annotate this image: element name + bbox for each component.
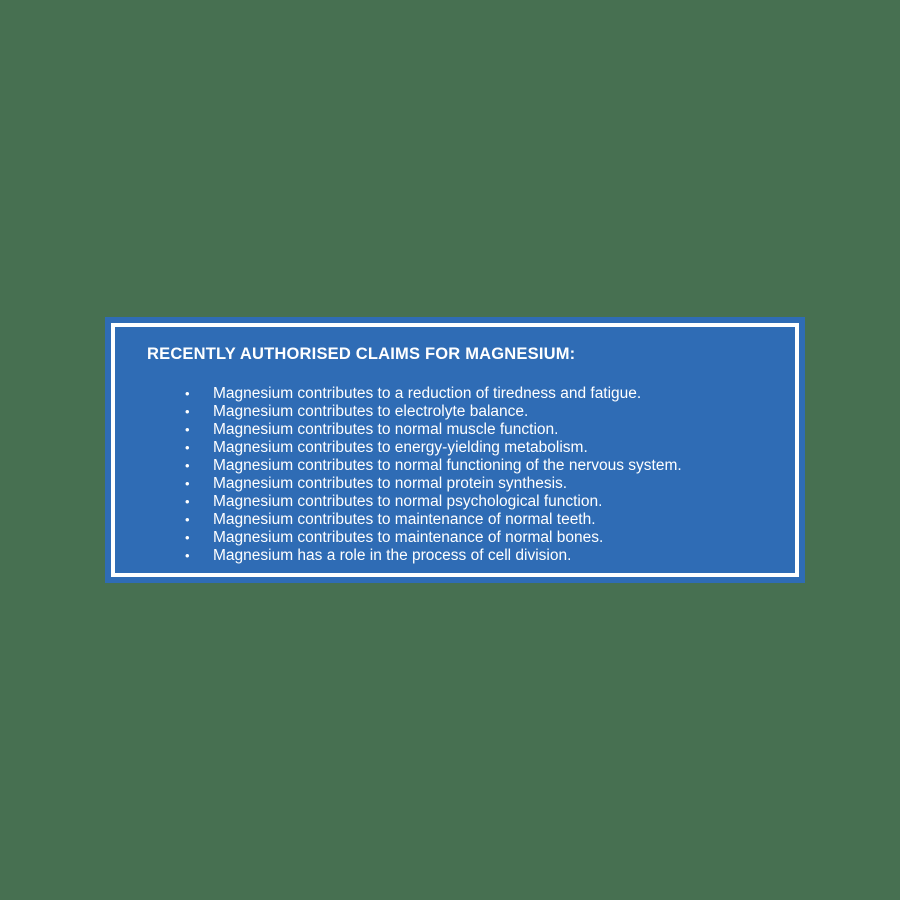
bullet-icon: •	[185, 440, 190, 456]
bullet-icon: •	[185, 476, 190, 492]
bullet-icon: •	[185, 548, 190, 564]
claims-list	[137, 385, 773, 565]
list-item	[185, 403, 773, 421]
list-item-label: Magnesium contributes to normal muscle function.	[213, 421, 559, 439]
list-item-label: Magnesium contributes to normal psychological function.	[213, 493, 603, 511]
list-item	[185, 529, 773, 547]
list-item-label: Magnesium contributes to maintenance of normal bones.	[213, 529, 604, 547]
list-item-label: Magnesium contributes to maintenance of normal teeth.	[213, 511, 596, 529]
list-item	[185, 421, 773, 439]
list-item	[185, 475, 773, 493]
bullet-icon: •	[185, 494, 190, 510]
list-item	[185, 511, 773, 529]
list-item	[185, 547, 773, 565]
list-item	[185, 493, 773, 511]
list-item	[185, 439, 773, 457]
list-item-label: Magnesium has a role in the process of cell division.	[213, 547, 572, 565]
bullet-icon: •	[185, 422, 190, 438]
bullet-icon: •	[185, 386, 190, 402]
page-title: RECENTLY AUTHORISED CLAIMS FOR MAGNESIUM:	[147, 345, 576, 363]
claims-panel	[105, 317, 805, 583]
list-item-label: Magnesium contributes to normal protein synthesis.	[213, 475, 568, 493]
bullet-icon: •	[185, 512, 190, 528]
claims-panel-inner-frame	[111, 323, 799, 577]
list-item-label: Magnesium contributes to energy-yielding metabolism.	[213, 439, 588, 457]
list-item-label: Magnesium contributes to normal functioning of the nervous system.	[213, 457, 682, 475]
bullet-icon: •	[185, 530, 190, 546]
bullet-icon: •	[185, 458, 190, 474]
list-item-label: Magnesium contributes to electrolyte balance.	[213, 403, 529, 421]
bullet-icon: •	[185, 404, 190, 420]
list-item	[185, 385, 773, 403]
list-item-label: Magnesium contributes to a reduction of tiredness and fatigue.	[213, 385, 642, 403]
list-item	[185, 457, 773, 475]
